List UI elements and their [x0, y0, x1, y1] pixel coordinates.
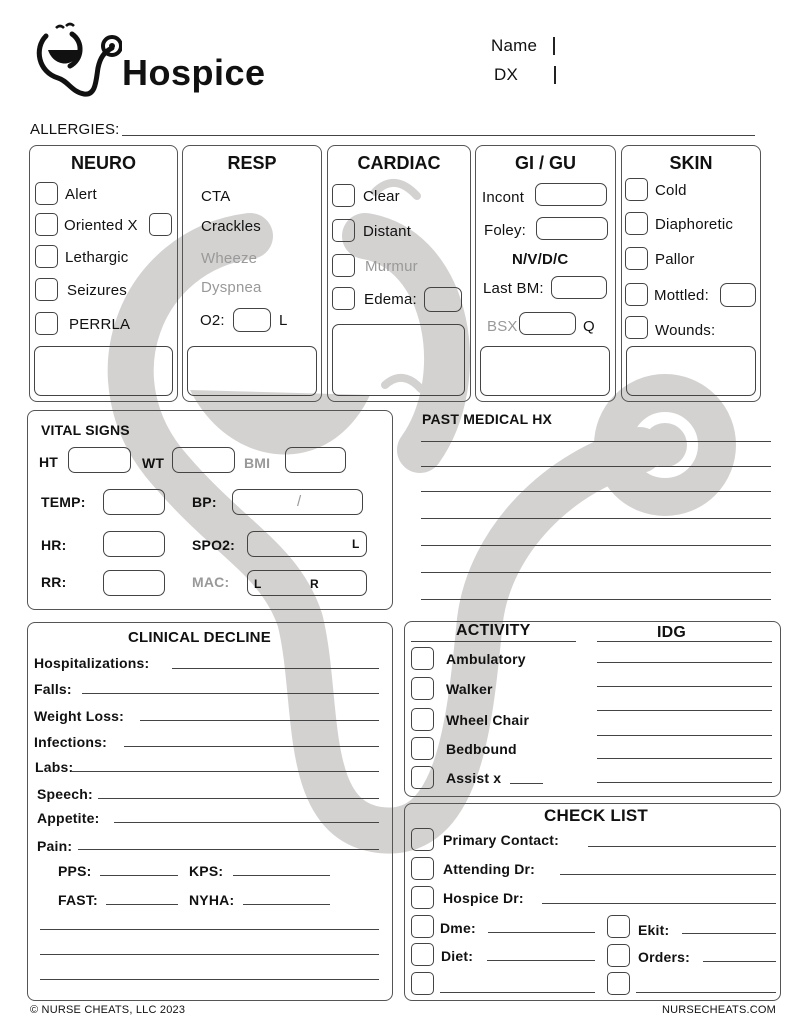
cta-label: CTA	[201, 188, 231, 205]
ht-field[interactable]	[68, 447, 131, 473]
wt-field[interactable]	[172, 447, 235, 473]
hospice-dr-checkbox[interactable]	[411, 886, 434, 909]
nyha-label: NYHA:	[189, 892, 235, 908]
mac-left: L	[254, 577, 262, 591]
wheel-chair-checkbox[interactable]	[411, 708, 434, 731]
resp-title: RESP	[227, 153, 277, 173]
skin-title: SKIN	[669, 153, 713, 173]
wt-label: WT	[142, 455, 165, 471]
idg-line[interactable]	[597, 782, 772, 783]
hospice-dr-label: Hospice Dr:	[443, 890, 524, 906]
ambulatory-label: Ambulatory	[446, 651, 526, 667]
mottled-label: Mottled:	[654, 287, 709, 304]
alert-label: Alert	[65, 186, 97, 203]
idg-line[interactable]	[597, 686, 772, 687]
allergies-label: ALLERGIES:	[30, 121, 120, 138]
dme-label: Dme:	[440, 920, 476, 936]
assist-checkbox[interactable]	[411, 766, 434, 789]
appetite-label: Appetite:	[37, 810, 100, 826]
cardiac-title: CARDIAC	[357, 153, 441, 173]
cold-checkbox[interactable]	[625, 178, 648, 201]
infections-line[interactable]	[124, 746, 379, 747]
dme-checkbox[interactable]	[411, 915, 434, 938]
pmh-line[interactable]	[421, 572, 771, 573]
oriented-x-field[interactable]	[149, 213, 172, 236]
incont-label: Incont	[482, 189, 525, 206]
cold-label: Cold	[655, 182, 687, 199]
idg-line[interactable]	[597, 662, 772, 663]
o2-unit: L	[279, 312, 288, 329]
diet-label: Diet:	[441, 948, 474, 964]
speech-line[interactable]	[98, 798, 379, 799]
dx-label: DX	[494, 65, 519, 84]
seizures-checkbox[interactable]	[35, 278, 58, 301]
clear-label: Clear	[363, 188, 400, 205]
bedbound-label: Bedbound	[446, 741, 517, 757]
activity-title-underline	[411, 641, 576, 642]
bp-separator: /	[297, 493, 302, 510]
hospice-dr-line[interactable]	[542, 903, 776, 904]
pmh-title: PAST MEDICAL HX	[422, 411, 553, 427]
spo2-unit: L	[352, 537, 360, 551]
clinical-decline-title: CLINICAL DECLINE	[128, 629, 271, 646]
diet-checkbox[interactable]	[411, 943, 434, 966]
neuro-notes-field[interactable]	[34, 346, 173, 396]
kps-label: KPS:	[189, 863, 224, 879]
mac-field[interactable]	[247, 570, 367, 596]
bedbound-checkbox[interactable]	[411, 737, 434, 760]
rr-field[interactable]	[103, 570, 165, 596]
pmh-line[interactable]	[421, 441, 771, 442]
extra-line[interactable]	[440, 992, 595, 993]
clear-checkbox[interactable]	[332, 184, 355, 207]
pmh-line[interactable]	[421, 518, 771, 519]
bmi-field[interactable]	[285, 447, 346, 473]
attending-dr-label: Attending Dr:	[443, 861, 536, 877]
walker-label: Walker	[446, 681, 493, 697]
ambulatory-checkbox[interactable]	[411, 647, 434, 670]
edema-field[interactable]	[424, 287, 462, 312]
assist-line[interactable]	[510, 783, 543, 784]
murmur-label: Murmur	[365, 258, 418, 275]
wounds-label: Wounds:	[655, 322, 716, 339]
mac-right: R	[310, 577, 319, 591]
diaphoretic-label: Diaphoretic	[655, 216, 734, 233]
mottled-checkbox[interactable]	[625, 283, 648, 306]
assist-label: Assist x	[446, 770, 502, 786]
decline-notes-line[interactable]	[40, 954, 379, 955]
rr-label: RR:	[41, 574, 67, 590]
orders-checkbox[interactable]	[607, 944, 630, 967]
pain-label: Pain:	[37, 838, 73, 854]
edema-checkbox[interactable]	[332, 287, 355, 310]
walker-checkbox[interactable]	[411, 677, 434, 700]
bp-label: BP:	[192, 494, 217, 510]
activity-title: ACTIVITY	[456, 622, 531, 639]
hospitalizations-label: Hospitalizations:	[34, 655, 150, 671]
alert-checkbox[interactable]	[35, 182, 58, 205]
spo2-field[interactable]	[247, 531, 367, 557]
fast-label: FAST:	[58, 892, 98, 908]
decline-notes-line[interactable]	[40, 979, 379, 980]
decline-notes-line[interactable]	[40, 929, 379, 930]
gigu-notes-field[interactable]	[480, 346, 610, 396]
hr-label: HR:	[41, 537, 67, 553]
pps-line[interactable]	[100, 875, 178, 876]
bs-field[interactable]	[519, 312, 576, 335]
idg-line[interactable]	[597, 735, 772, 736]
falls-line[interactable]	[82, 693, 379, 694]
nyha-line[interactable]	[243, 904, 330, 905]
idg-title: IDG	[657, 624, 687, 641]
o2-label: O2:	[200, 312, 225, 329]
name-divider	[553, 37, 555, 55]
crackles-label: Crackles	[201, 218, 261, 235]
neuro-title: NEURO	[70, 153, 136, 173]
checklist-title: CHECK LIST	[544, 806, 648, 825]
wheel-chair-label: Wheel Chair	[446, 712, 530, 728]
labs-line[interactable]	[72, 771, 379, 772]
wounds-checkbox[interactable]	[625, 316, 648, 339]
infections-label: Infections:	[34, 734, 107, 750]
idg-line[interactable]	[597, 758, 772, 759]
last-bm-field[interactable]	[551, 276, 607, 299]
diet-line[interactable]	[487, 960, 595, 961]
oriented-checkbox[interactable]	[35, 213, 58, 236]
orders-line[interactable]	[703, 961, 776, 962]
orders-label: Orders:	[638, 949, 690, 965]
primary-contact-label: Primary Contact:	[443, 832, 560, 848]
pps-label: PPS:	[58, 863, 92, 879]
o2-field[interactable]	[233, 308, 271, 332]
name-label: Name	[491, 36, 538, 55]
dme-line[interactable]	[488, 932, 595, 933]
lethargic-label: Lethargic	[65, 249, 129, 266]
dx-divider	[554, 66, 556, 84]
skin-notes-field[interactable]	[626, 346, 756, 396]
dyspnea-label: Dyspnea	[201, 279, 262, 296]
hr-field[interactable]	[103, 531, 165, 557]
ht-label: HT	[39, 454, 59, 470]
gigu-title: GI / GU	[514, 153, 576, 173]
foley-field[interactable]	[536, 217, 608, 240]
copyright: © NURSE CHEATS, LLC 2023	[30, 1004, 186, 1016]
distant-checkbox[interactable]	[332, 219, 355, 242]
pallor-checkbox[interactable]	[625, 247, 648, 270]
nvdc-label: N/V/D/C	[512, 251, 569, 268]
resp-notes-field[interactable]	[187, 346, 317, 396]
spo2-label: SPO2:	[192, 537, 236, 553]
page-title: Hospice	[122, 52, 266, 93]
murmur-checkbox[interactable]	[332, 254, 355, 277]
distant-label: Distant	[363, 223, 412, 240]
falls-label: Falls:	[34, 681, 72, 697]
perrla-label: PERRLA	[69, 316, 131, 333]
edema-label: Edema:	[364, 291, 417, 308]
extra-checkbox[interactable]	[411, 972, 434, 995]
bs-label: BSX	[487, 318, 518, 335]
weight-loss-label: Weight Loss:	[34, 708, 125, 724]
cardiac-notes-field[interactable]	[332, 324, 465, 396]
foley-label: Foley:	[484, 222, 527, 239]
attending-dr-checkbox[interactable]	[411, 857, 434, 880]
speech-label: Speech:	[37, 786, 93, 802]
bmi-label: BMI	[244, 455, 271, 471]
ekit-line[interactable]	[682, 933, 776, 934]
perrla-checkbox[interactable]	[35, 312, 58, 335]
pmh-line[interactable]	[421, 599, 771, 600]
website: NURSECHEATS.COM	[662, 1004, 777, 1016]
last-bm-label: Last BM:	[483, 280, 544, 297]
bs-unit: Q	[583, 318, 595, 335]
pmh-line[interactable]	[421, 491, 771, 492]
primary-contact-checkbox[interactable]	[411, 828, 434, 851]
appetite-line[interactable]	[114, 822, 379, 823]
allergies-line[interactable]	[122, 135, 755, 136]
idg-line[interactable]	[597, 710, 772, 711]
idg-title-underline	[597, 641, 772, 642]
incont-field[interactable]	[535, 183, 607, 206]
weight-loss-line[interactable]	[140, 720, 379, 721]
lethargic-checkbox[interactable]	[35, 245, 58, 268]
attending-dr-line[interactable]	[560, 874, 776, 875]
labs-label: Labs:	[35, 759, 74, 775]
fast-line[interactable]	[106, 904, 178, 905]
hospitalizations-line[interactable]	[172, 668, 379, 669]
temp-field[interactable]	[103, 489, 165, 515]
oriented-label: Oriented X	[64, 217, 138, 234]
pallor-label: Pallor	[655, 251, 695, 268]
stethoscope-logo-icon	[32, 20, 122, 102]
mac-label: MAC:	[192, 574, 230, 590]
pmh-line[interactable]	[421, 466, 771, 467]
temp-label: TEMP:	[41, 494, 86, 510]
ekit-checkbox[interactable]	[607, 915, 630, 938]
mottled-field[interactable]	[720, 283, 756, 307]
primary-contact-line[interactable]	[588, 846, 776, 847]
extra-checkbox-right[interactable]	[607, 972, 630, 995]
pmh-line[interactable]	[421, 545, 771, 546]
extra-line-right[interactable]	[636, 992, 776, 993]
pain-line[interactable]	[78, 849, 379, 850]
ekit-label: Ekit:	[638, 922, 670, 938]
kps-line[interactable]	[233, 875, 330, 876]
wheeze-label: Wheeze	[201, 250, 258, 267]
seizures-label: Seizures	[67, 282, 127, 299]
vital-signs-title: VITAL SIGNS	[41, 422, 130, 438]
diaphoretic-checkbox[interactable]	[625, 212, 648, 235]
